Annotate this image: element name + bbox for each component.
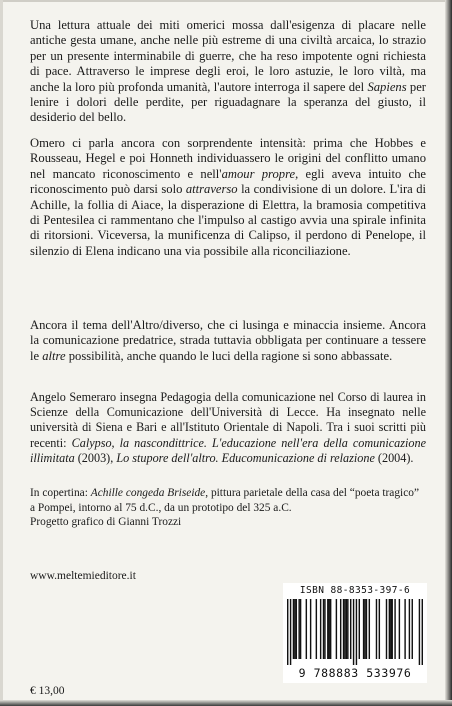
barcode-bars xyxy=(287,599,423,665)
barcode-bar xyxy=(366,599,367,659)
cover-top-edge xyxy=(0,0,452,2)
barcode-bar xyxy=(379,599,380,659)
blurb-paragraph-1: Una lettura attuale dei miti omerici mossa dall'esigenza di placare nelle antiche gesta umane, anche nelle più estreme di una civiltà arcaica, lo strazio per un presente interminabile di guerre, che ha reso impotente ogni richiesta di pace. Attraverso le imprese degli eroi, le loro astuzie, le loro viltà, ma anche la loro più profonda umanità, l'autore interroga il sapere del Sapiens per lenire i dolori delle perdite, per riguadagnare la speranza del giusto, il desiderio del bello. xyxy=(30,18,426,125)
barcode-bar xyxy=(329,599,330,659)
barcode-bar xyxy=(323,599,324,659)
barcode-bar xyxy=(364,599,365,659)
barcode-bar xyxy=(363,599,364,659)
italic-run: amour propre xyxy=(221,166,296,181)
italic-run: Calypso, la nascondittrice. L'educazione nell'era della comunicazione illimitata xyxy=(30,435,426,465)
barcode-bar xyxy=(422,599,423,665)
barcode-bar xyxy=(327,599,328,659)
barcode-bar xyxy=(390,599,391,659)
barcode-bar xyxy=(412,599,413,659)
price-label: € 13,00 xyxy=(30,685,65,697)
barcode-bar xyxy=(389,599,390,659)
barcode-bar xyxy=(287,599,288,665)
cover-bottom-edge-shadow xyxy=(0,700,452,706)
barcode-bar xyxy=(310,599,311,659)
barcode-bar xyxy=(386,599,387,659)
barcode-bar xyxy=(394,599,395,659)
author-bio: Angelo Semeraro insegna Pedagogia della comunicazione nel Corso di laurea in Scienze della Comunicazione dell'Università di Lecce. Ha insegnato nelle università di Siena e Bari e all'Istituto Orientale di Napoli. Tra i suoi scritti più recenti: Calypso, la nascondittrice. L'educazione nell'era della comunicazione illimitata (2003), Lo stupore dell'altro. Educomunicazione di relazione (2004). xyxy=(30,390,426,465)
italic-run: attraverso xyxy=(185,182,238,197)
italic-run: Achille congeda Briseide xyxy=(90,487,206,499)
cover-left-edge xyxy=(0,0,3,706)
isbn-label: ISBN 88-8353-397-6 xyxy=(299,585,411,596)
barcode-bar xyxy=(300,599,301,659)
barcode-bar xyxy=(330,599,331,659)
barcode-bar xyxy=(316,599,317,659)
barcode-bar xyxy=(320,599,321,659)
barcode-bar xyxy=(392,599,393,659)
barcode-bar xyxy=(336,599,337,659)
italic-run: Sapiens xyxy=(367,79,407,94)
barcode-bar xyxy=(409,599,410,659)
barcode-bar xyxy=(324,599,325,659)
barcode-bar xyxy=(359,599,360,659)
barcode-bar xyxy=(350,599,351,659)
barcode-bar xyxy=(298,599,299,659)
barcode-bar xyxy=(347,599,348,659)
italic-run: Lo stupore dell'altro. Educomunicazione di relazione xyxy=(116,450,375,465)
barcode-bar xyxy=(344,599,345,659)
blurb-paragraph-2: Omero ci parla ancora con sorprendente intensità: prima che Hobbes e Rousseau, Hegel e poi Honneth individuassero le origini del conflitto umano nel mancato riconoscimento e nell'amour propre, egli aveva intuito che riconoscimento può darsi solo attraverso la condivisione di un dolore. L'ira di Achille, la follia di Aiace, la disperazione di Elettra, la bramosia competitiva di Pentesilea ci rammentano che l'impulso al castigo avvia una spirale infinita di ritorsioni. Viceversa, la munificenza di Calipso, il perdono di Penelope, il silenzio di Elena indicano una via possibile alla riconciliazione. xyxy=(30,136,427,258)
ean-digits: 9 788883 533976 xyxy=(298,666,412,680)
barcode-bar xyxy=(346,599,347,659)
barcode-bar xyxy=(306,599,307,659)
barcode-box xyxy=(283,583,427,683)
barcode-bar xyxy=(356,599,357,665)
barcode-bar xyxy=(293,599,294,659)
barcode-bar xyxy=(294,599,295,659)
barcode-bar xyxy=(340,599,341,659)
barcode-bar xyxy=(290,599,291,665)
barcode-bar xyxy=(343,599,344,659)
barcode-bar xyxy=(404,599,405,659)
italic-run: altre xyxy=(42,348,66,363)
barcode-bar xyxy=(419,599,420,665)
cover-right-edge-shadow xyxy=(445,0,452,706)
publisher-website: www.meltemieditore.it xyxy=(30,570,136,582)
barcode-bar xyxy=(353,599,354,665)
barcode-bar xyxy=(369,599,370,659)
barcode-bar xyxy=(296,599,297,659)
blurb-paragraph-3: Ancora il tema dell'Altro/diverso, che ci lusinga e minaccia insieme. Ancora la comunicazione predatrice, strada tuttavia obbligata per continuare a tessere le altre possibilità, anche quando le luci della ragione si sono abbassate. xyxy=(30,318,426,363)
barcode-bar xyxy=(399,599,400,659)
barcode-bar xyxy=(376,599,377,659)
cover-credits: In copertina: Achille congeda Briseide, pittura parietale della casa del “poeta tragico” a Pompei, intorno al 75 d.C., da un prototipo del 325 a.C. Progetto grafico di Gianni Trozzi xyxy=(30,487,420,529)
